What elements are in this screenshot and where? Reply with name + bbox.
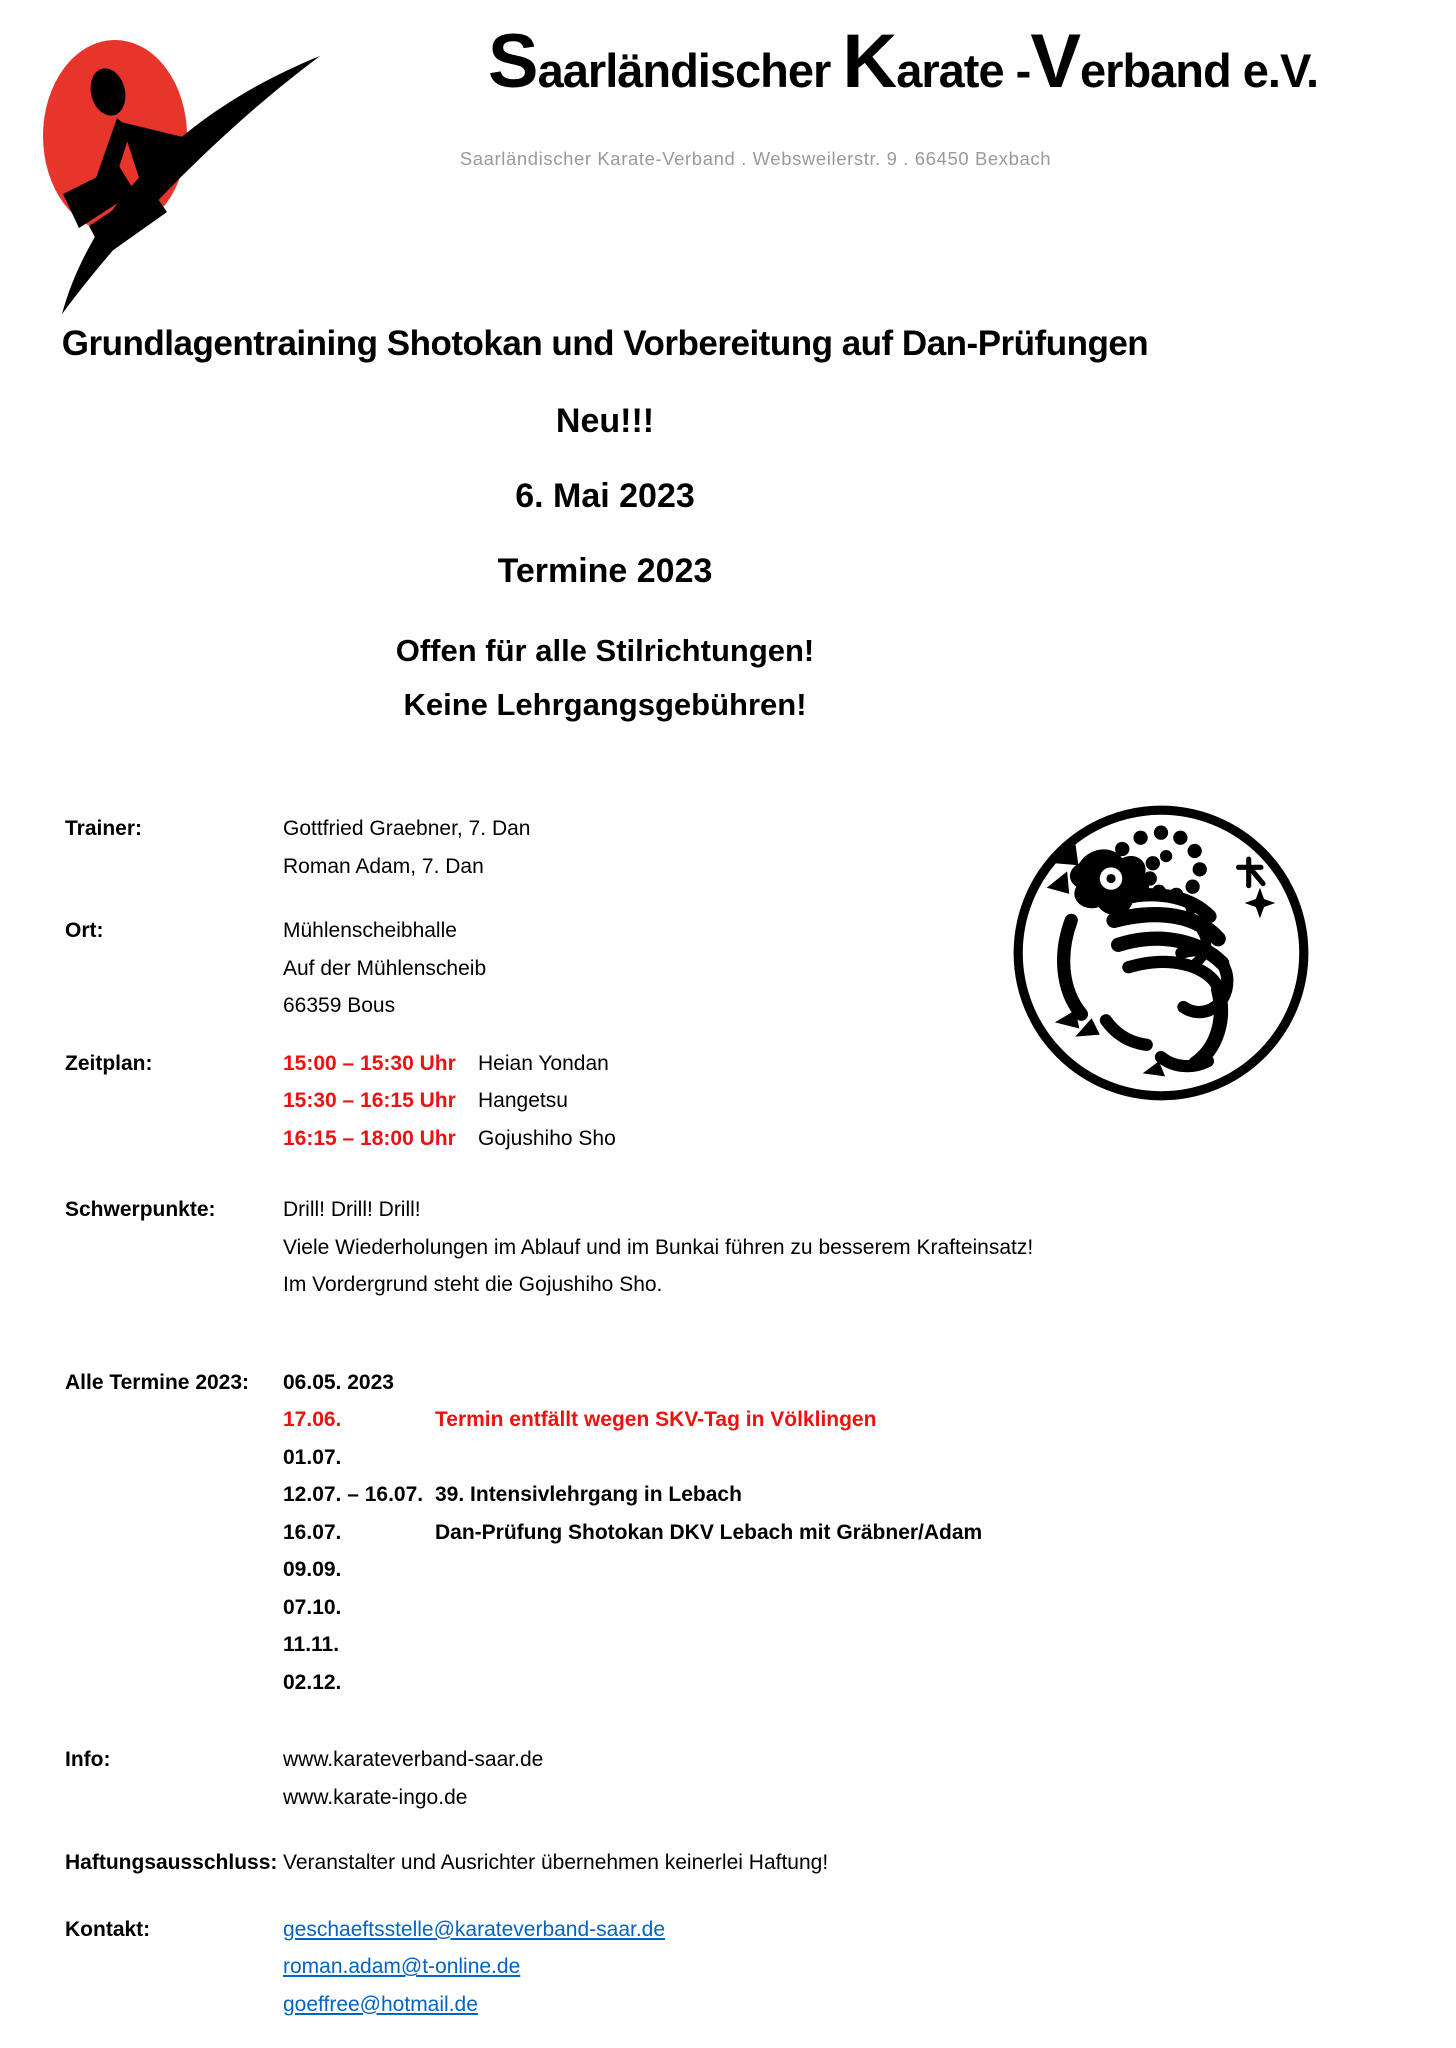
termine-row bbox=[283, 1589, 1395, 1627]
schwerpunkte-line: Viele Wiederholungen im Ablauf und im Bunkai führen zu besserem Krafteinsatz! bbox=[283, 1235, 1034, 1259]
termine-row bbox=[283, 1664, 1395, 1702]
termine-date: 12.07. – 16.07. bbox=[283, 1483, 424, 1506]
termine-date: 07.10. bbox=[283, 1595, 342, 1619]
zeitplan-row bbox=[283, 1120, 1395, 1158]
termine-desc: Termin entfällt wegen SKV-Tag in Völklingen bbox=[435, 1408, 877, 1431]
termine-date: 11.11. bbox=[283, 1633, 340, 1656]
info-website: www.karate-ingo.de bbox=[283, 1785, 468, 1809]
info-label: Info: bbox=[65, 1748, 111, 1771]
zeitplan-time: 15:30 – 16:15 Uhr bbox=[283, 1089, 456, 1112]
termine-date: 16.07. bbox=[283, 1520, 342, 1544]
termine-row-cancelled bbox=[283, 1401, 1395, 1439]
org-title-initial-k: K bbox=[842, 19, 897, 104]
heading-neu: Neu!!! bbox=[555, 402, 655, 440]
zeitplan-value bbox=[283, 1045, 1395, 1158]
email-link-goeffree[interactable]: goeffree@hotmail.de bbox=[283, 1992, 478, 2016]
heading-gebuehren: Keine Lehrgangsgebühren! bbox=[403, 687, 807, 722]
termine-desc: Dan-Prüfung Shotokan DKV Lebach mit Gräbner/Adam bbox=[435, 1520, 983, 1544]
skv-karate-logo-icon bbox=[33, 36, 333, 321]
section-info bbox=[65, 1741, 1395, 1816]
email-link-geschaeftsstelle[interactable]: geschaeftsstelle@karateverband-saar.de bbox=[283, 1917, 666, 1941]
heading-offen: Offen für alle Stilrichtungen! bbox=[395, 633, 815, 668]
trainer-line: Roman Adam, 7. Dan bbox=[283, 854, 484, 878]
org-title-part1: aarländischer bbox=[537, 44, 843, 97]
trainer-line: Gottfried Graebner, 7. Dan bbox=[283, 817, 531, 840]
termine-row bbox=[283, 1364, 1395, 1402]
termine-row bbox=[283, 1551, 1395, 1589]
org-title bbox=[360, 19, 1446, 104]
termine-value bbox=[283, 1364, 1395, 1702]
termine-date: 17.06. bbox=[283, 1408, 342, 1431]
termine-row bbox=[283, 1626, 1395, 1664]
haftung-text: Veranstalter und Ausrichter übernehmen keinerlei Haftung! bbox=[283, 1851, 829, 1874]
zeitplan-time: 16:15 – 18:00 Uhr bbox=[283, 1126, 456, 1150]
termine-row bbox=[283, 1439, 1395, 1477]
zeitplan-kata: Hangetsu bbox=[478, 1089, 568, 1112]
section-zeitplan bbox=[65, 1045, 1395, 1158]
section-schwerpunkte bbox=[65, 1191, 1395, 1304]
heading-termine: Termine 2023 bbox=[497, 552, 713, 590]
termine-label: Alle Termine 2023: bbox=[65, 1370, 250, 1394]
schwerpunkte-line: Im Vordergrund steht die Gojushiho Sho. bbox=[283, 1273, 663, 1296]
section-haftungsausschluss bbox=[65, 1844, 1395, 1882]
headings-block bbox=[0, 322, 1210, 725]
org-title-part3: erband e.V. bbox=[1080, 44, 1319, 97]
termine-row bbox=[283, 1514, 1395, 1552]
kontakt-label: Kontakt: bbox=[65, 1917, 151, 1941]
ort-value bbox=[283, 912, 1395, 1025]
termine-date: 06.05. 2023 bbox=[283, 1370, 394, 1394]
zeitplan-kata: Heian Yondan bbox=[478, 1051, 609, 1075]
termine-date: 02.12. bbox=[283, 1670, 342, 1694]
termine-desc: 39. Intensivlehrgang in Lebach bbox=[435, 1483, 742, 1506]
zeitplan-row bbox=[283, 1082, 1395, 1120]
schwerpunkte-line: Drill! Drill! Drill! bbox=[283, 1198, 421, 1221]
main-title: Grundlagentraining Shotokan und Vorbereitung auf Dan-Prüfungen bbox=[61, 324, 1149, 363]
zeitplan-time: 15:00 – 15:30 Uhr bbox=[283, 1051, 456, 1075]
haftung-label: Haftungsausschluss: bbox=[65, 1851, 278, 1874]
heading-event-date: 6. Mai 2023 bbox=[515, 477, 695, 515]
schwerpunkte-value bbox=[283, 1191, 1395, 1304]
trainer-value bbox=[283, 810, 1395, 885]
section-ort bbox=[65, 912, 1395, 1025]
org-address-line: Saarländischer Karate-Verband . Websweilerstr. 9 . 66450 Bexbach bbox=[459, 148, 1052, 169]
kontakt-value bbox=[283, 1911, 1395, 2024]
ort-label: Ort: bbox=[65, 919, 104, 942]
zeitplan-kata: Gojushiho Sho bbox=[478, 1126, 616, 1150]
termine-row bbox=[283, 1476, 1395, 1514]
info-value bbox=[283, 1741, 1395, 1816]
email-link-roman-adam[interactable]: roman.adam@t-online.de bbox=[283, 1955, 521, 1978]
org-title-part2: arate - bbox=[896, 44, 1031, 97]
org-title-initial-s: S bbox=[487, 19, 538, 104]
termine-date: 09.09. bbox=[283, 1558, 342, 1581]
section-termine bbox=[65, 1364, 1395, 1702]
org-title-initial-v: V bbox=[1030, 19, 1081, 104]
zeitplan-label: Zeitplan: bbox=[65, 1051, 153, 1075]
section-kontakt bbox=[65, 1911, 1395, 2024]
info-website: www.karateverband-saar.de bbox=[283, 1748, 544, 1771]
termine-date: 01.07. bbox=[283, 1445, 342, 1469]
trainer-label: Trainer: bbox=[65, 817, 143, 840]
document-header bbox=[0, 0, 1456, 320]
details-block bbox=[65, 810, 1395, 2023]
zeitplan-row bbox=[283, 1045, 1395, 1083]
schwerpunkte-label: Schwerpunkte: bbox=[65, 1198, 216, 1221]
ort-line: 66359 Bous bbox=[283, 994, 396, 1017]
section-trainer bbox=[65, 810, 1395, 885]
ort-line: Mühlenscheibhalle bbox=[283, 919, 457, 942]
ort-line: Auf der Mühlenscheib bbox=[283, 956, 487, 980]
